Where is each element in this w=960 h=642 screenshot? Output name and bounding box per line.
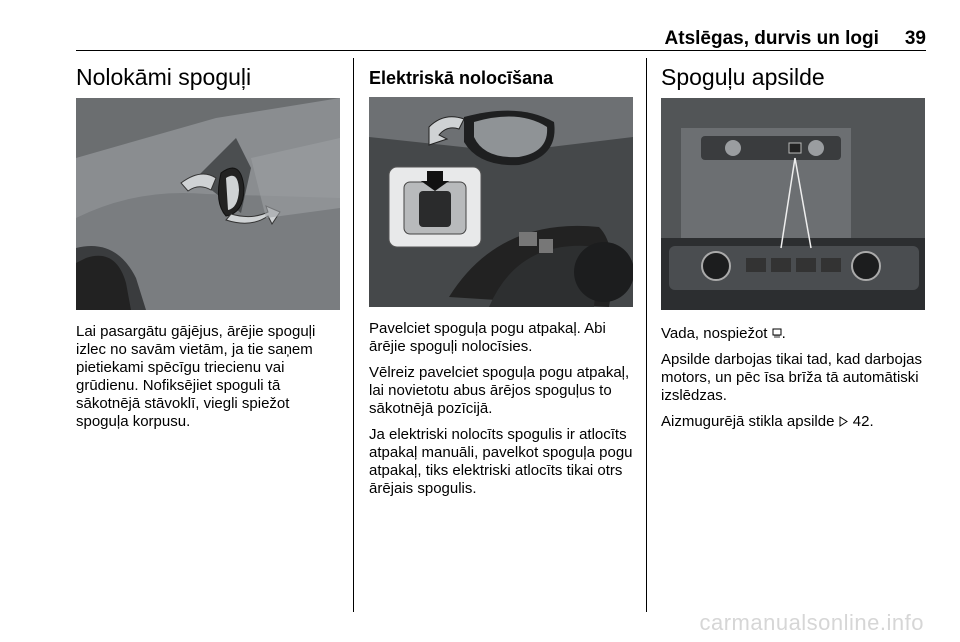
paragraph: Pavelciet spoguļa pogu atpakaļ. Abi ārējie spoguļi nolocīsies.	[369, 320, 606, 355]
column-3-body	[661, 325, 931, 439]
paragraph: Vēlreiz pavelciet spoguļa pogu atpakaļ, lai novietotu abus ārējos spoguļus to sākotnējā pozīcijā.	[369, 364, 630, 417]
illustration-climate-panel	[661, 98, 925, 310]
paragraph-end: .	[781, 325, 786, 342]
column-2-body	[369, 320, 637, 506]
paragraph: Ja elektriski nolocīts spogulis ir atlocīts atpakaļ manuāli, pavelkot spoguļa pogu atpakaļ, tiks elektriski atlocīts tikai otrs ārējais spogulis.	[369, 426, 633, 497]
section-title: Atslēgas, durvis un logi	[664, 28, 879, 49]
paragraph-text: Vada, nospiežot	[661, 325, 768, 342]
column-electric-folding	[369, 66, 635, 90]
column-mirror-heating	[661, 62, 931, 92]
page-header	[665, 28, 926, 50]
heading-mirror-heating: Spoguļu apsilde	[661, 64, 825, 90]
rear-defrost-icon	[772, 326, 782, 337]
illustration-mirror-switch	[369, 97, 633, 307]
watermark: carmanualsonline.info	[699, 610, 924, 635]
illustration-mirror-fold	[76, 98, 340, 310]
header-rule	[76, 50, 926, 51]
paragraph-reference	[661, 413, 931, 431]
reference-page[interactable]: 42.	[852, 413, 874, 430]
paragraph: Lai pasargātu gājējus, ārējie spoguļi izlec no savām vietām, ja tie saņem pietiekami spēcīgu triecienu vai grūdienu. Nofiksējiet spoguli tā sākotnējā stāvoklī, viegli spiežot spoguļa korpusu.	[76, 323, 316, 430]
column-1-body	[76, 323, 344, 439]
column-folding-mirrors	[76, 62, 342, 92]
column-divider-1	[353, 58, 354, 612]
column-divider-2	[646, 58, 647, 612]
page-reference-arrow-icon	[839, 414, 849, 425]
paragraph-control	[661, 325, 931, 343]
reference-text: Aizmugurējā stikla apsilde	[661, 413, 835, 430]
paragraph: Apsilde darbojas tikai tad, kad darbojas motors, un pēc īsa brīža tā automātiski izslēdzas.	[661, 351, 922, 404]
heading-electric-folding: Elektriskā nolocīšana	[369, 68, 554, 88]
page-number: 39	[904, 28, 926, 49]
heading-folding-mirrors: Nolokāmi spoguļi	[76, 64, 252, 90]
